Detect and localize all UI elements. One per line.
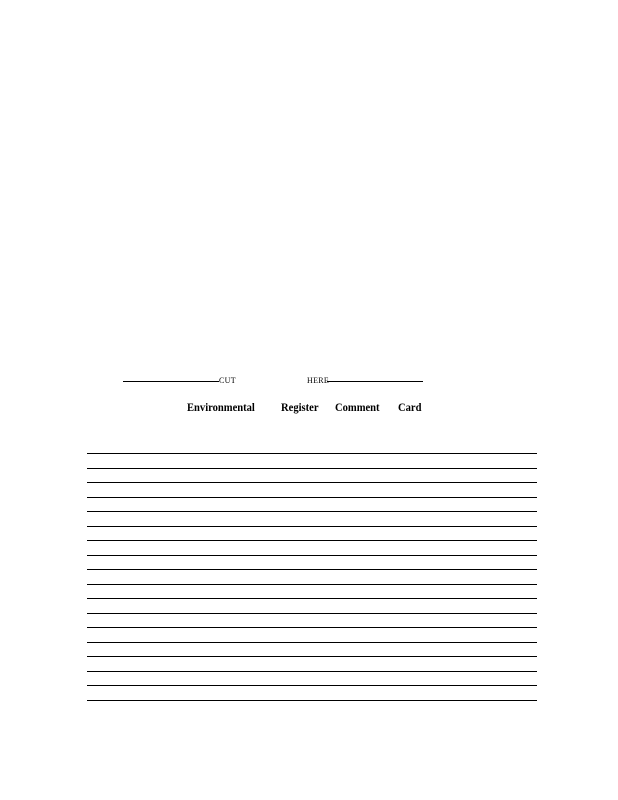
- comment-line: [87, 453, 537, 454]
- comment-line: [87, 540, 537, 541]
- comment-line: [87, 598, 537, 599]
- comment-line: [87, 656, 537, 657]
- comment-line: [87, 685, 537, 686]
- title-word-card: Card: [398, 400, 422, 414]
- comment-line: [87, 671, 537, 672]
- here-label: HERE: [307, 376, 330, 385]
- cut-label: CUT: [219, 376, 236, 385]
- comment-line: [87, 511, 537, 512]
- title-word-environmental: Environmental: [187, 400, 255, 414]
- title-word-comment: Comment: [335, 400, 380, 414]
- cut-dash-left: [123, 381, 219, 382]
- comment-line: [87, 526, 537, 527]
- comment-line: [87, 555, 537, 556]
- comment-line: [87, 468, 537, 469]
- cut-dash-right: [327, 381, 423, 382]
- comment-line: [87, 569, 537, 570]
- comment-line: [87, 584, 537, 585]
- comment-line: [87, 642, 537, 643]
- comment-line: [87, 497, 537, 498]
- comment-line: [87, 482, 537, 483]
- title-word-register: Register: [281, 400, 319, 414]
- comment-line: [87, 613, 537, 614]
- comment-line: [87, 627, 537, 628]
- comment-line: [87, 700, 537, 701]
